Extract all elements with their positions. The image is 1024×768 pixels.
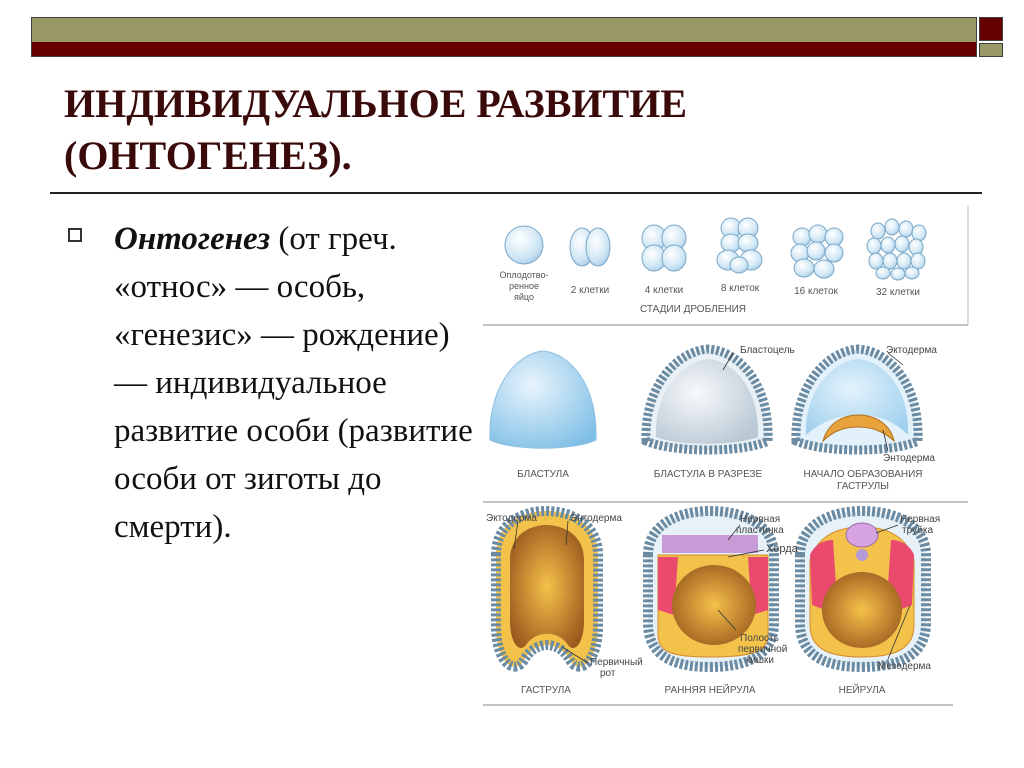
title-line-1: ИНДИВИДУАЛЬНОЕ РАЗВИТИЕ	[64, 81, 688, 126]
caption-blastula: БЛАСТУЛА	[517, 469, 569, 480]
label-ectoderm-2: Эктодерма	[886, 345, 937, 356]
body-paragraph	[114, 215, 474, 551]
corner-square-maroon	[979, 17, 1003, 41]
label-neural-tube-2: трубка	[902, 525, 934, 536]
thirty-two-cells	[867, 219, 926, 280]
header-bar	[31, 17, 977, 57]
label-neural-plate-2: пластинка	[736, 525, 784, 536]
caption-gastrula-start-2: ГАСТРУЛЫ	[836, 481, 890, 492]
cleavage-row	[500, 218, 926, 315]
body-term: Онтогенез	[114, 221, 271, 257]
label-mesoderm: Мезодерма	[878, 661, 931, 672]
four-cells	[642, 225, 686, 271]
label-32-cells: 32 клетки	[876, 287, 920, 298]
label-blastocoel: Бластоцель	[740, 345, 795, 356]
label-fertilized-egg-2: ренное	[509, 281, 539, 291]
caption-gastrula-start-1: НАЧАЛО ОБРАЗОВАНИЯ	[803, 469, 923, 480]
label-fertilized-egg-3: яйцо	[514, 292, 534, 302]
label-endoderm-2: Энтодерма	[883, 453, 935, 464]
label-16-cells: 16 клеток	[794, 286, 838, 297]
sixteen-cells	[791, 225, 843, 278]
label-neural-tube-1: Нервная	[900, 514, 941, 525]
label-fertilized-egg-1: Оплодотво-	[499, 270, 549, 280]
caption-early-neurula: РАННЯЯ НЕЙРУЛА	[664, 685, 756, 696]
label-gut-1: Полость	[740, 633, 779, 644]
blastula	[490, 351, 596, 448]
eight-cells	[717, 218, 762, 273]
label-endoderm-3: Энтодерма	[570, 513, 622, 524]
fertilized-egg	[505, 226, 543, 264]
label-neural-plate-1: Нервная	[740, 514, 781, 525]
label-ectoderm-3: Эктодерма	[486, 513, 537, 524]
body-definition: (от греч. «относ» — особь, «генезис» — рождение) — индивидуальное развитие особи (развитие особи от зиготы до смерти).	[114, 221, 473, 545]
caption-blastula-section: БЛАСТУЛА В РАЗРЕЗЕ	[653, 469, 763, 480]
label-gut-3: кишки	[746, 655, 774, 666]
gastrula-neurula-row	[486, 511, 940, 696]
label-primary-mouth-1: Первичный	[590, 657, 643, 668]
gastrula-archenteron	[510, 525, 584, 648]
slide-title	[64, 78, 944, 182]
header-bar-maroon	[32, 42, 976, 56]
caption-gastrula: ГАСТРУЛА	[521, 685, 571, 696]
blastula-row	[490, 345, 937, 492]
square-bullet-icon	[68, 228, 82, 242]
title-line-2: (ОНТОГЕНЕЗ).	[64, 133, 352, 178]
neural-tube	[846, 523, 878, 547]
neural-plate	[662, 535, 758, 553]
corner-square-olive	[979, 43, 1003, 57]
notochord	[856, 549, 868, 561]
caption-cleavage: СТАДИИ ДРОБЛЕНИЯ	[639, 304, 747, 315]
header-bar-olive	[32, 18, 976, 42]
neurula-gut	[822, 572, 902, 648]
label-chord: Хорда	[766, 543, 798, 555]
caption-neurula: НЕЙРУЛА	[838, 685, 886, 696]
two-cells	[570, 228, 610, 266]
label-primary-mouth-2: рот	[600, 668, 616, 679]
ontogenesis-figure	[478, 205, 978, 715]
label-gut-2: первичной	[738, 644, 788, 655]
title-divider	[50, 192, 982, 194]
label-4-cells: 4 клетки	[644, 285, 684, 296]
label-2-cells: 2 клетки	[570, 285, 610, 296]
label-8-cells: 8 клеток	[720, 283, 760, 294]
